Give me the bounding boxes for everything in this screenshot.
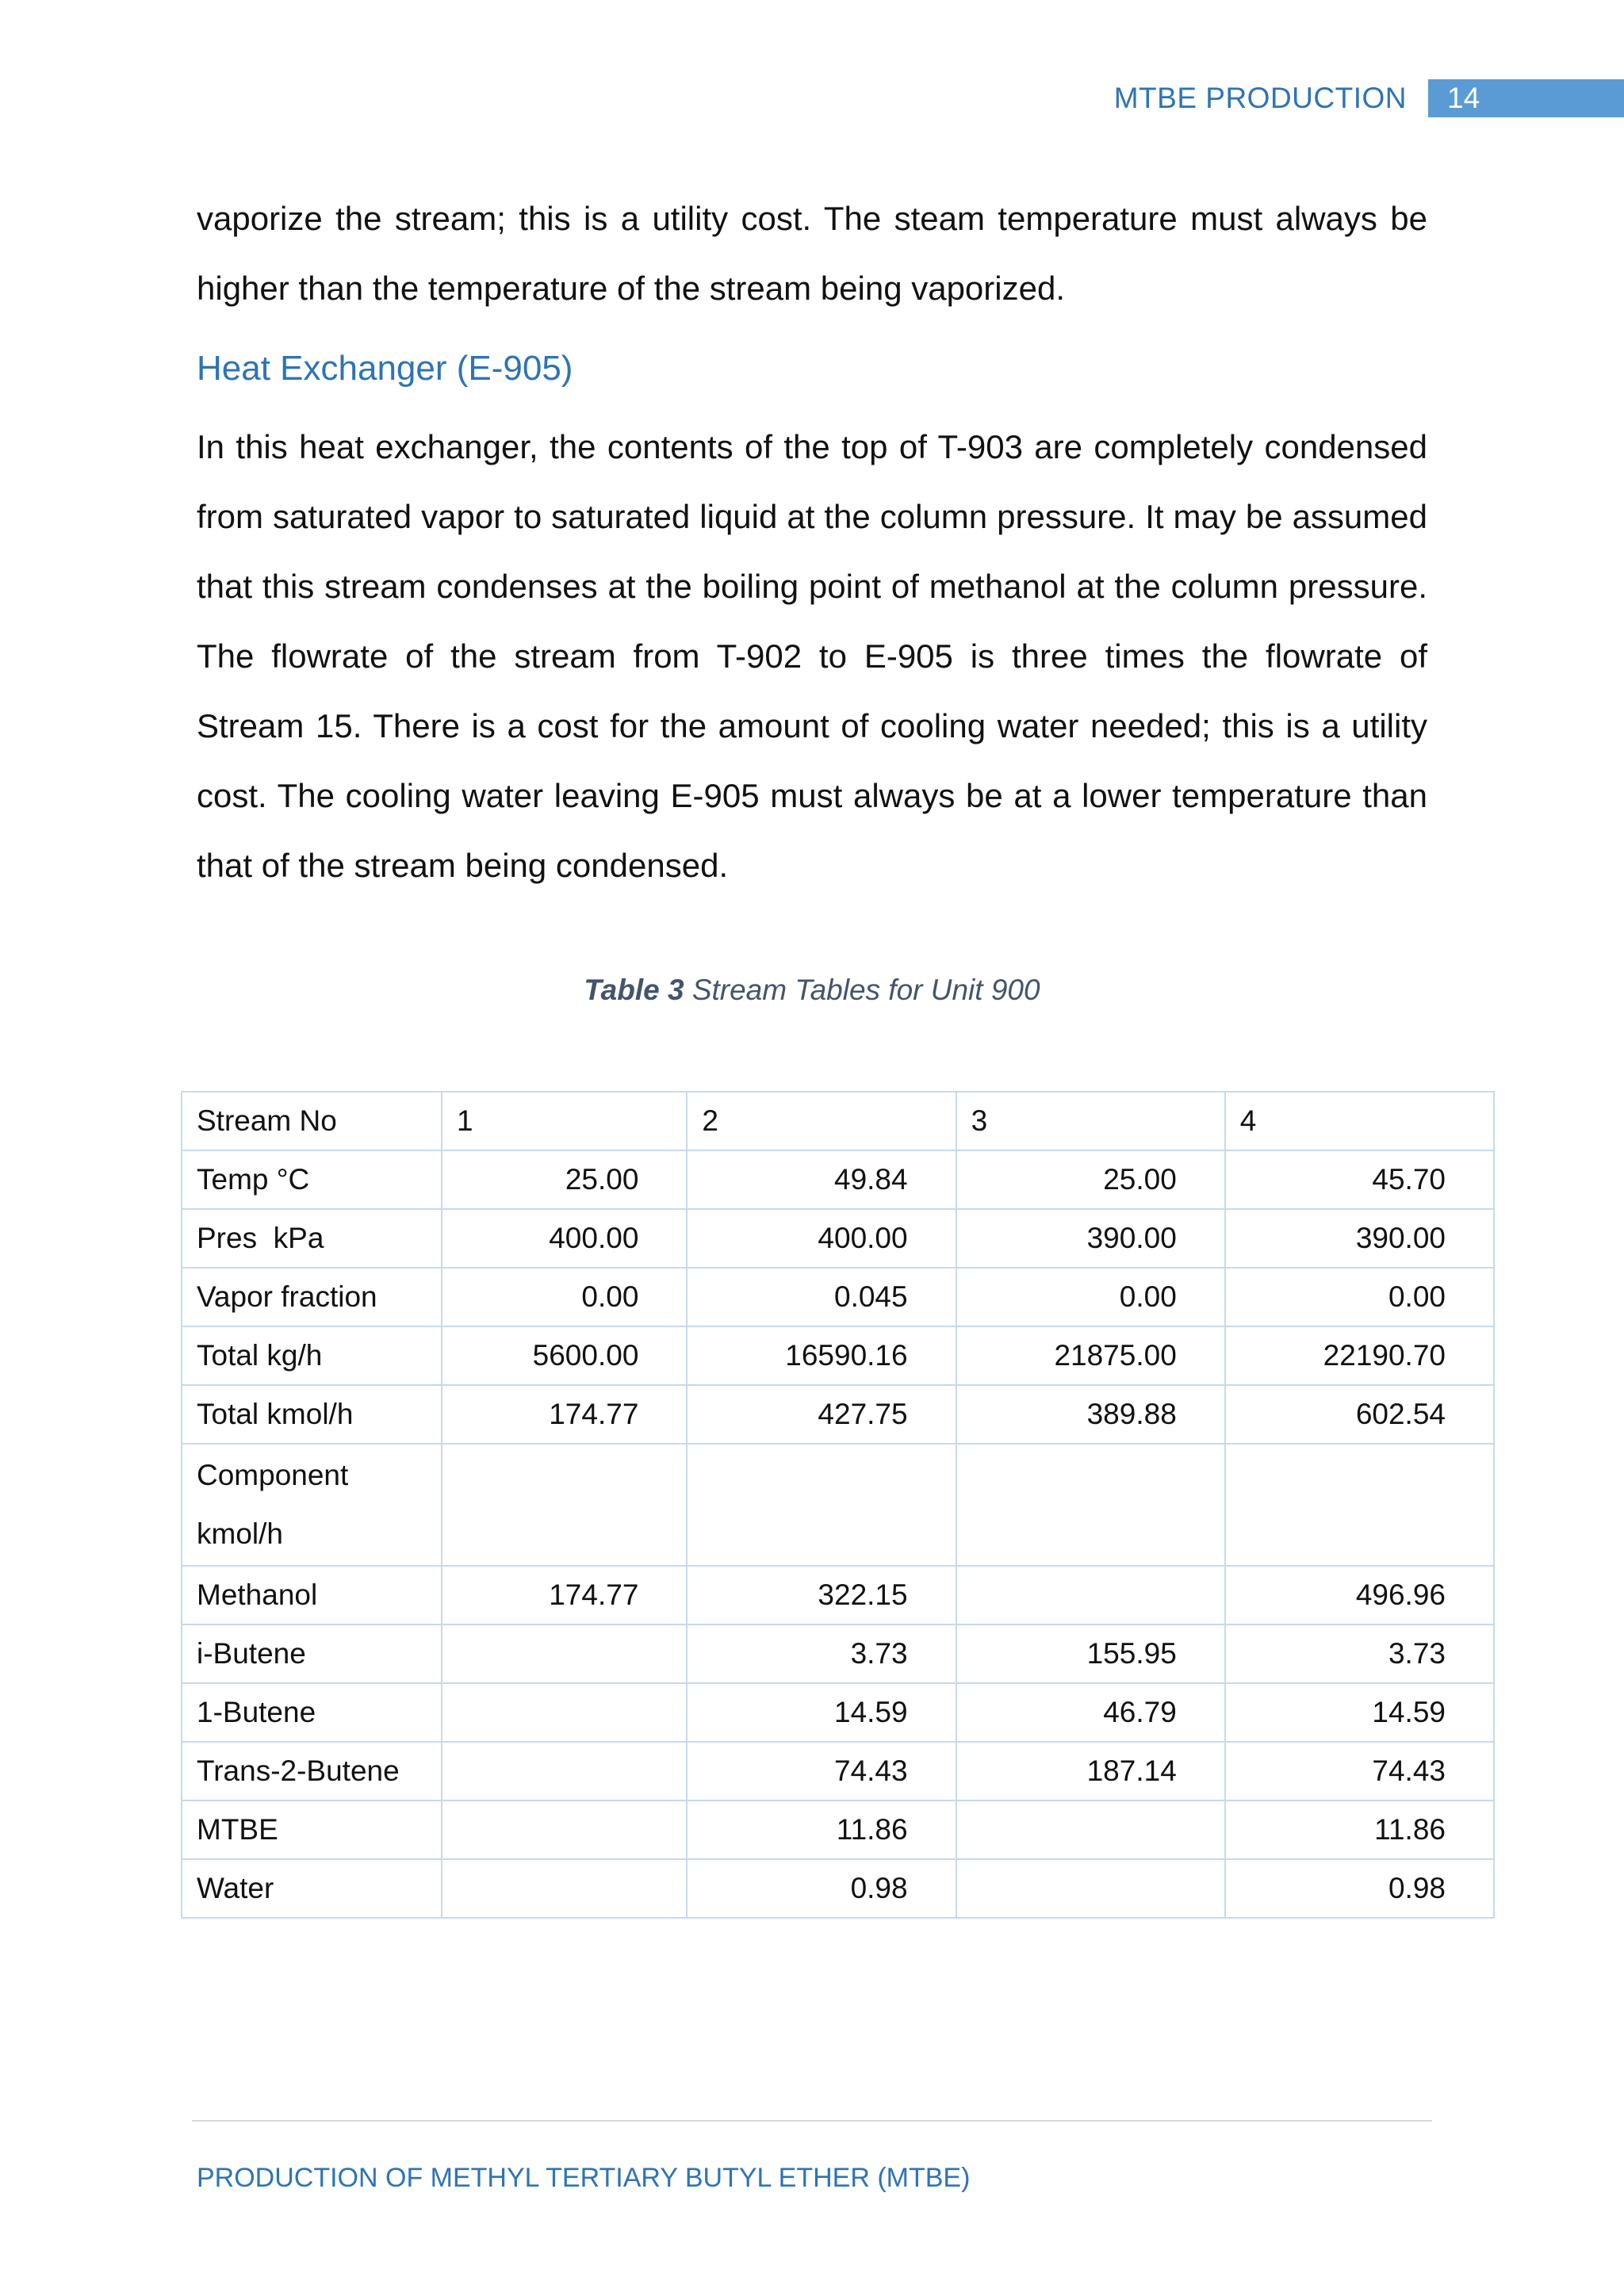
table-cell: 389.88 (956, 1385, 1225, 1444)
table-cell (1225, 1444, 1494, 1566)
section-heading: Heat Exchanger (E-905) (197, 349, 573, 388)
table-caption (0, 974, 1624, 1007)
section-paragraph: In this heat exchanger, the contents of the top of T-903 are completely condensed from saturated vapor to saturated liquid at the column pressure. It may be assumed that this stream condenses at the boiling point of methanol at the column pressure. The flowrate of the stream from T-902 to E-905 is three times the flowrate of Stream 15. There is a cost for the amount of cooling water needed; this is a utility cost. The cooling water leaving E-905 must always be at a lower temperature than that of the stream being condensed. (197, 428, 1427, 884)
row-label: Pres kPa (182, 1209, 442, 1268)
table-header-cell: 1 (442, 1092, 687, 1150)
row-label: 1-Butene (182, 1683, 442, 1742)
table-cell: 25.00 (956, 1150, 1225, 1209)
table-header-cell: Stream No (182, 1092, 442, 1150)
stream-table (181, 1091, 1495, 1919)
table-cell: 0.00 (956, 1268, 1225, 1326)
table-cell: 16590.16 (687, 1326, 956, 1385)
table-row (182, 1859, 1494, 1918)
table-cell (442, 1859, 687, 1918)
table-cell: 74.43 (687, 1742, 956, 1800)
component-label (182, 1444, 442, 1566)
table-cell: 11.86 (687, 1800, 956, 1859)
table-cell: 400.00 (687, 1209, 956, 1268)
table-cell (956, 1859, 1225, 1918)
table-row (182, 1385, 1494, 1444)
table-cell: 45.70 (1225, 1150, 1494, 1209)
table-cell: 49.84 (687, 1150, 956, 1209)
table-caption-text: Stream Tables for Unit 900 (684, 974, 1040, 1006)
table-cell: 5600.00 (442, 1326, 687, 1385)
table-cell: 3.73 (687, 1624, 956, 1683)
table-cell (442, 1800, 687, 1859)
table-cell (442, 1683, 687, 1742)
row-label: Methanol (182, 1566, 442, 1624)
row-label: Vapor fraction (182, 1268, 442, 1326)
table-row (182, 1209, 1494, 1268)
row-label: Total kmol/h (182, 1385, 442, 1444)
table-row (182, 1800, 1494, 1859)
table-cell: 0.045 (687, 1268, 956, 1326)
row-label: MTBE (182, 1800, 442, 1859)
table-cell (956, 1800, 1225, 1859)
row-label: Total kg/h (182, 1326, 442, 1385)
table-cell (442, 1742, 687, 1800)
row-label: Trans-2-Butene (182, 1742, 442, 1800)
table-cell: 390.00 (956, 1209, 1225, 1268)
table-cell: 74.43 (1225, 1742, 1494, 1800)
row-label: Water (182, 1859, 442, 1918)
table-cell: 390.00 (1225, 1209, 1494, 1268)
table-cell: 46.79 (956, 1683, 1225, 1742)
table-cell: 11.86 (1225, 1800, 1494, 1859)
table-cell: 0.00 (442, 1268, 687, 1326)
row-label: Temp °C (182, 1150, 442, 1209)
table-cell: 322.15 (687, 1566, 956, 1624)
table-cell: 400.00 (442, 1209, 687, 1268)
page-number-badge: 14 (1428, 79, 1624, 117)
table-cell: 0.98 (687, 1859, 956, 1918)
table-cell: 3.73 (1225, 1624, 1494, 1683)
table-cell: 14.59 (687, 1683, 956, 1742)
table-cell: 427.75 (687, 1385, 956, 1444)
table-cell (956, 1444, 1225, 1566)
table-row (182, 1268, 1494, 1326)
table-row-component-header (182, 1444, 1494, 1566)
table-cell (442, 1624, 687, 1683)
table-row (182, 1150, 1494, 1209)
table-cell (687, 1444, 956, 1566)
intro-paragraph: vaporize the stream; this is a utility cost. The steam temperature must always be higher than the temperature of the stream being vaporized. (197, 200, 1427, 307)
table-cell: 21875.00 (956, 1326, 1225, 1385)
table-cell: 496.96 (1225, 1566, 1494, 1624)
table-cell: 187.14 (956, 1742, 1225, 1800)
component-label-line1: Component (197, 1459, 349, 1491)
table-cell: 174.77 (442, 1385, 687, 1444)
row-label: i-Butene (182, 1624, 442, 1683)
component-label-line2: kmol/h (197, 1517, 283, 1550)
table-header-row (182, 1092, 1494, 1150)
table-header-cell: 3 (956, 1092, 1225, 1150)
table-header-cell: 2 (687, 1092, 956, 1150)
table-cell: 14.59 (1225, 1683, 1494, 1742)
table-cell: 25.00 (442, 1150, 687, 1209)
table-row (182, 1683, 1494, 1742)
header-title: MTBE PRODUCTION (1113, 82, 1407, 114)
table-cell: 0.98 (1225, 1859, 1494, 1918)
table-cell: 155.95 (956, 1624, 1225, 1683)
table-cell: 22190.70 (1225, 1326, 1494, 1385)
table-caption-label: Table 3 (584, 974, 684, 1006)
table-cell: 174.77 (442, 1566, 687, 1624)
table-row (182, 1624, 1494, 1683)
table-cell (956, 1566, 1225, 1624)
table-row (182, 1566, 1494, 1624)
footer-title: PRODUCTION OF METHYL TERTIARY BUTYL ETHER (MTBE) (197, 2163, 971, 2193)
table-cell (442, 1444, 687, 1566)
table-cell: 602.54 (1225, 1385, 1494, 1444)
table-cell: 0.00 (1225, 1268, 1494, 1326)
table-header-cell: 4 (1225, 1092, 1494, 1150)
table-row (182, 1326, 1494, 1385)
table-row (182, 1742, 1494, 1800)
footer-divider (192, 2120, 1432, 2122)
